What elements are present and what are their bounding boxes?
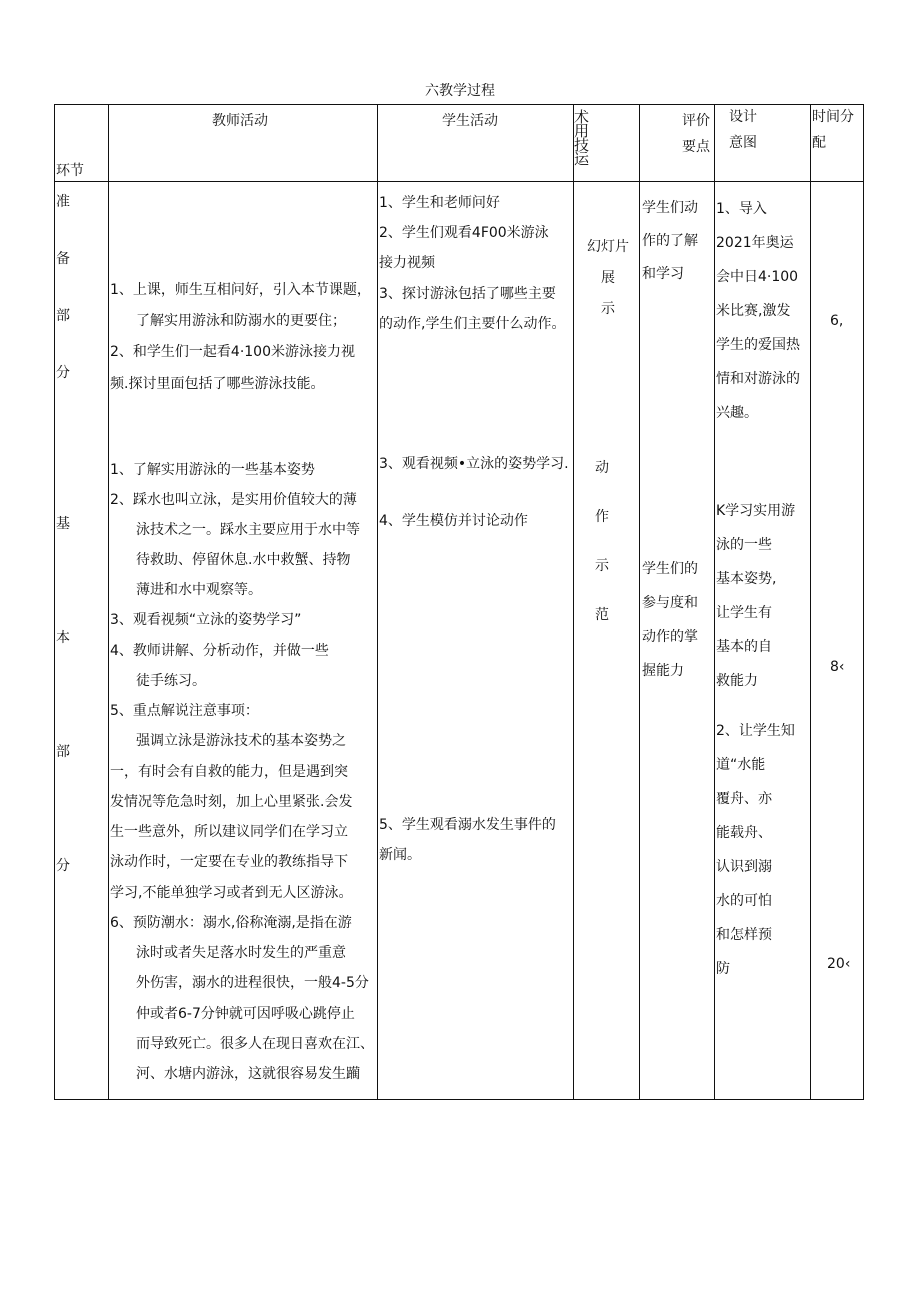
header-section: 环节 [56,163,84,179]
col-line [863,104,864,1100]
teacher-line: 泳时或者失足落水时发生的严重意 [136,945,346,961]
basic-time-2: 20‹ [827,956,851,972]
lesson-table [54,104,864,1100]
teacher-line: 泳技术之一。踩水主要应用于水中等 [136,522,360,538]
teacher-line: 3、观看视频“立泳的姿势学习” [110,612,302,628]
teacher-line: 薄进和水中观察等。 [136,582,262,598]
teacher-line: 2、和学生们一起看4·100米游泳接力视 [110,344,355,360]
student-line: 新闻。 [379,847,421,863]
teacher-line: 4、教师讲解、分析动作，并做一些 [110,643,329,659]
teacher-line: 而导致死亡。很多人在现日喜欢在江、 [136,1036,374,1052]
teacher-line: 泳动作时，一定要在专业的教练指导下 [110,854,348,870]
student-line: 接力视频 [379,255,435,271]
teacher-line: 6、预防潮水：溺水,俗称淹溺,是指在游 [110,915,352,931]
page-title: 六教学过程 [425,83,495,99]
basic-design-1: K学习实用游 泳的一些 基本姿势, 让学生有 基本的自 救能力 [716,503,796,689]
teacher-line: 强调立泳是游泳技术的基本姿势之 [136,733,346,749]
teacher-line: 发情况等危急时刻，加上心里紧张.会发 [110,794,353,810]
prep-design: 1、导入 2021年奥运 会中日4·100 米比赛,激发 学生的爱国热 情和对游泳的 兴趣。 [716,201,800,421]
teacher-line: 2、踩水也叫立泳，是实用价值较大的薄 [110,492,357,508]
col-line [573,104,574,1100]
col-line [810,104,811,1100]
basic-design-2: 2、让学生知 道“水能 覆舟、亦 能载舟、 认识到溺 水的可怕 和怎样预 防 [716,723,795,977]
header-divider [54,181,864,182]
teacher-line: 了解实用游泳和防溺水的更要住； [136,313,346,329]
col-line [108,104,109,1100]
teacher-line: 生一些意外，所以建议同学们在学习立 [110,824,348,840]
teacher-line: 1、上课，师生互相问好，引入本节课题， [110,282,371,298]
header-teacher: 教师活动 [212,113,268,129]
basic-time-1: 8‹ [830,659,845,675]
student-line: 2、学生们观看4F00米游泳 [379,225,549,241]
col-line [714,104,715,1100]
basic-student-1: 3、观看视频•立泳的姿势学习. [379,456,569,472]
basic-student-2: 4、学生模仿并讨论动作 [379,513,528,529]
section-basic: 基 本 部 分 [56,516,70,874]
teacher-line: 1、了解实用游泳的一些基本姿势 [110,462,315,478]
student-line: 1、学生和老师问好 [379,195,500,211]
col-line [639,104,640,1100]
teacher-line: 一，有时会有自救的能力，但是遇到突 [110,764,348,780]
header-time: 时间分 配 [812,109,854,151]
teacher-line: 5、重点解说注意事项： [110,703,259,719]
col-line [54,104,55,1100]
teacher-line: 待救助、停留休息.水中救蟹、持物 [136,552,351,568]
basic-eval: 学生们的 参与度和 动作的掌 握能力 [642,561,698,679]
prep-eval: 学生们动 作的了解 和学习 [642,200,698,282]
section-prep: 准 备 部 分 [56,194,70,381]
teacher-line: 河、水塘内游泳，这就很容易发生躏 [136,1066,360,1082]
header-tech: 术 用 技 运 [574,108,590,168]
prep-time: 6, [830,313,844,329]
basic-tech: 动 作 示 范 [595,460,609,623]
header-design: 设计 意图 [729,109,757,151]
col-line [377,104,378,1100]
student-line: 的动作,学生们主要什么动作。 [379,316,566,332]
teacher-line: 频.探讨里面包括了哪些游泳技能。 [110,376,325,392]
prep-tech: 幻灯片 展 示 [587,239,629,317]
student-line: 3、探讨游泳包括了哪些主要 [379,286,556,302]
teacher-line: 外伤害，溺水的进程很快，一般4-5分 [136,975,369,991]
table-border-bottom [54,1099,864,1100]
header-eval: 评价 要点 [682,113,710,155]
student-line: 5、学生观看溺水发生事件的 [379,817,556,833]
teacher-line: 仲或者6-7分钟就可因呼吸心跳停止 [136,1006,355,1022]
teacher-line: 徒手练习。 [136,673,206,689]
teacher-line: 学习,不能单独学习或者到无人区游泳。 [110,885,353,901]
header-student: 学生活动 [442,113,498,129]
